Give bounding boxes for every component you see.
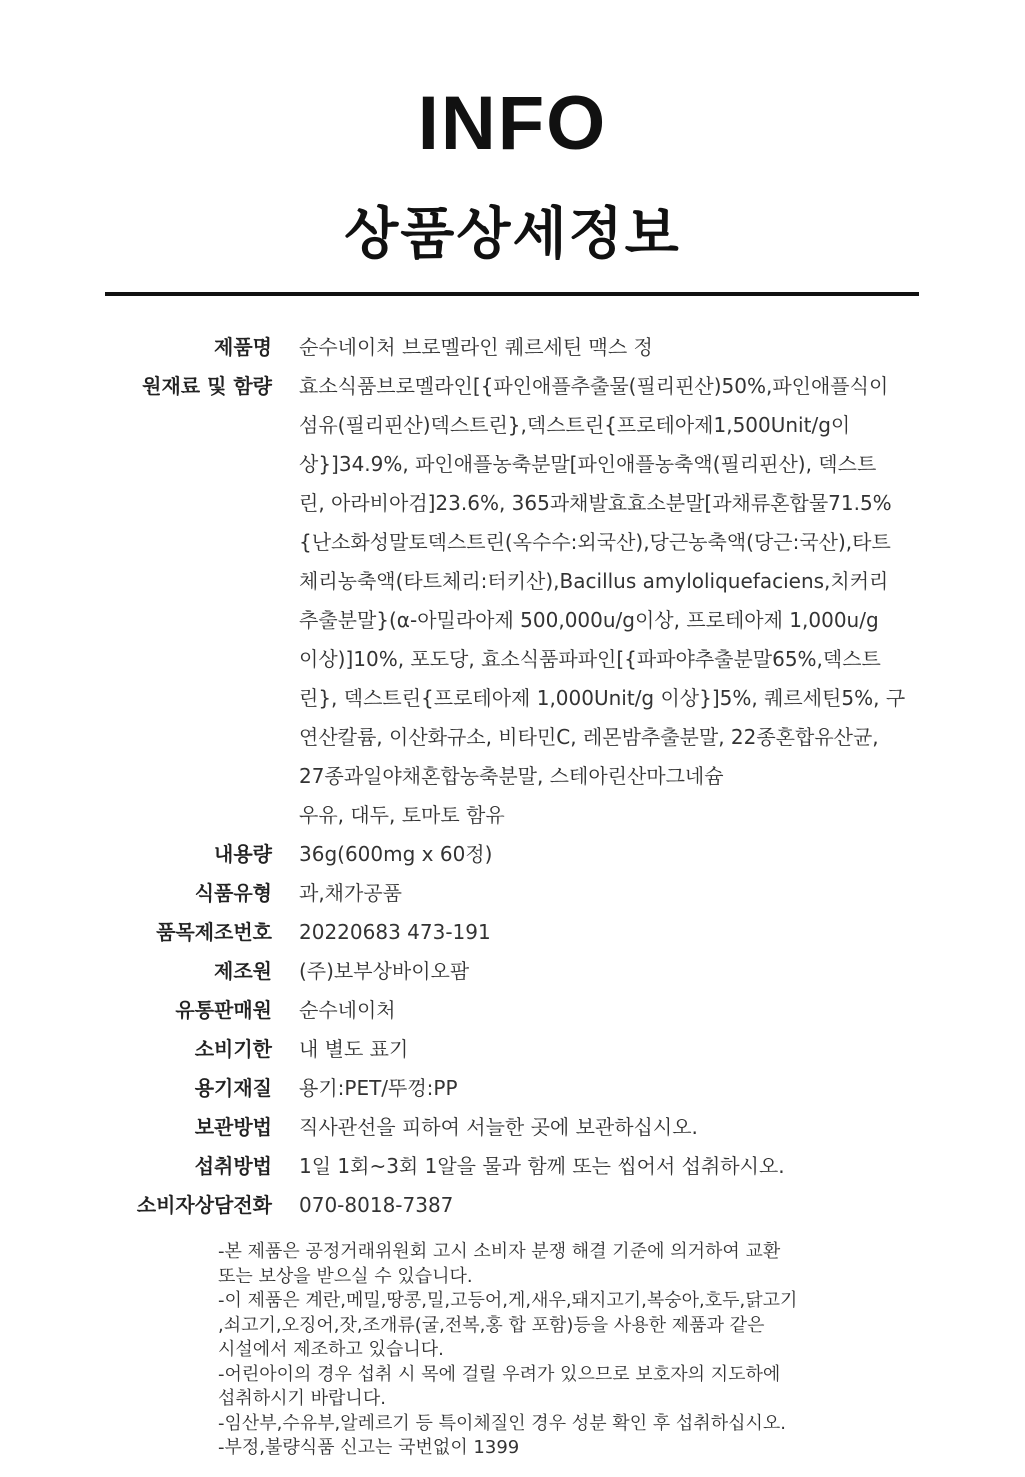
value-manufacturer: (주)보부상바이오팜	[299, 959, 470, 983]
ingredients-line: 상}]34.9%, 파인애플농축분말[파인애플농축액(필리핀산), 덱스트	[299, 452, 877, 476]
label-ingredients: 원재료 및 함량	[142, 374, 272, 398]
page-title-en: INFO	[417, 81, 608, 166]
ingredients-line: 체리농축액(타트체리:터키산),Bacillus amyloliquefaciens,치커리	[299, 569, 889, 593]
label-report-number: 품목제조번호	[156, 920, 272, 944]
ingredients-line: {난소화성말토덱스트린(옥수수:외국산),당근농축액(당근:국산),타트	[299, 530, 891, 554]
label-storage: 보관방법	[194, 1115, 272, 1139]
value-consult: 070-8018-7387	[299, 1193, 454, 1217]
page-title-ko: 상품상세정보	[344, 202, 681, 267]
ingredients-line: 린}, 덱스트린{프로테아제 1,000Unit/g 이상}]5%, 퀘르세틴5%, 구	[299, 686, 906, 710]
ingredients-line: 린, 아라비아검]23.6%, 365과채발효효소분말[과채류혼합물71.5%	[299, 491, 892, 515]
allergen-line: 우유, 대두, 토마토 함유	[299, 803, 505, 827]
notice-line: -어린아이의 경우 섭취 시 목에 걸릴 우려가 있으므로 보호자의 지도하에	[218, 1363, 781, 1385]
value-storage: 직사관선을 피하여 서늘한 곳에 보관하십시오.	[299, 1115, 698, 1139]
label-product-name: 제품명	[214, 335, 272, 359]
value-distributor: 순수네이처	[299, 998, 396, 1022]
value-ingredients	[299, 367, 911, 835]
notice-line: -부정,불량식품 신고는 국번없이 1399	[218, 1437, 520, 1458]
notice-section	[218, 1240, 858, 1461]
notice-line: 또는 보상을 받으실 수 있습니다.	[218, 1265, 473, 1287]
value-expiry: 내 별도 표기	[299, 1037, 409, 1061]
value-intake: 1일 1회~3회 1알을 물과 함께 또는 씹어서 섭취하시오.	[299, 1154, 785, 1178]
label-intake: 섭취방법	[194, 1154, 272, 1178]
label-consult: 소비자상담전화	[136, 1193, 272, 1217]
ingredients-line: 섬유(필리핀산)덱스트린},덱스트린{프로테아제1,500Unit/g이	[299, 413, 851, 437]
ingredients-line: 추출분말}(α-아밀라아제 500,000u/g이상, 프로테아제 1,000u/g	[299, 608, 879, 632]
notice-line: 시설에서 제조하고 있습니다.	[218, 1339, 444, 1360]
ingredients-line: 효소식품브로멜라인[{파인애플추출물(필리핀산)50%,파인애플식이	[299, 374, 889, 398]
ingredients-line: 27종과일야채혼합농축분말, 스테아린산마그네슘	[299, 764, 724, 788]
notice-line: 섭취하시기 바랍니다.	[218, 1388, 386, 1409]
notice-line: -본 제품은 공정거래위원회 고시 소비자 분쟁 해결 기준에 의거하여 교환	[218, 1241, 781, 1262]
notice-line: ,쇠고기,오징어,잣,조개류(굴,전복,홍 합 포함)등을 사용한 제품과 같은	[218, 1314, 765, 1336]
header-divider	[105, 292, 919, 296]
ingredients-line: 연산칼륨, 이산화규소, 비타민C, 레몬밤추출분말, 22종혼합유산균,	[299, 725, 879, 749]
value-report-number: 20220683 473-191	[299, 920, 491, 944]
ingredients-line: 이상)]10%, 포도당, 효소식품파파인[{파파야추출분말65%,덱스트	[299, 647, 881, 671]
label-food-type: 식품유형	[194, 881, 272, 905]
label-expiry: 소비기한	[194, 1037, 272, 1061]
notice-line: -임산부,수유부,알레르기 등 특이체질인 경우 성분 확인 후 섭취하십시오.	[218, 1412, 786, 1434]
value-food-type: 과,채가공품	[299, 881, 402, 905]
value-volume: 36g(600mg x 60정)	[299, 842, 493, 866]
label-distributor: 유통판매원	[175, 998, 272, 1022]
label-manufacturer: 제조원	[214, 959, 272, 983]
notice-line: -이 제품은 계란,메밀,땅콩,밀,고등어,게,새우,돼지고기,복숭아,호두,닭고기	[218, 1290, 798, 1311]
label-volume: 내용량	[214, 842, 272, 866]
value-container: 용기:PET/뚜껑:PP	[299, 1076, 458, 1100]
label-container: 용기재질	[194, 1076, 272, 1100]
value-product-name: 순수네이처 브로멜라인 퀘르세틴 맥스 정	[299, 335, 653, 359]
